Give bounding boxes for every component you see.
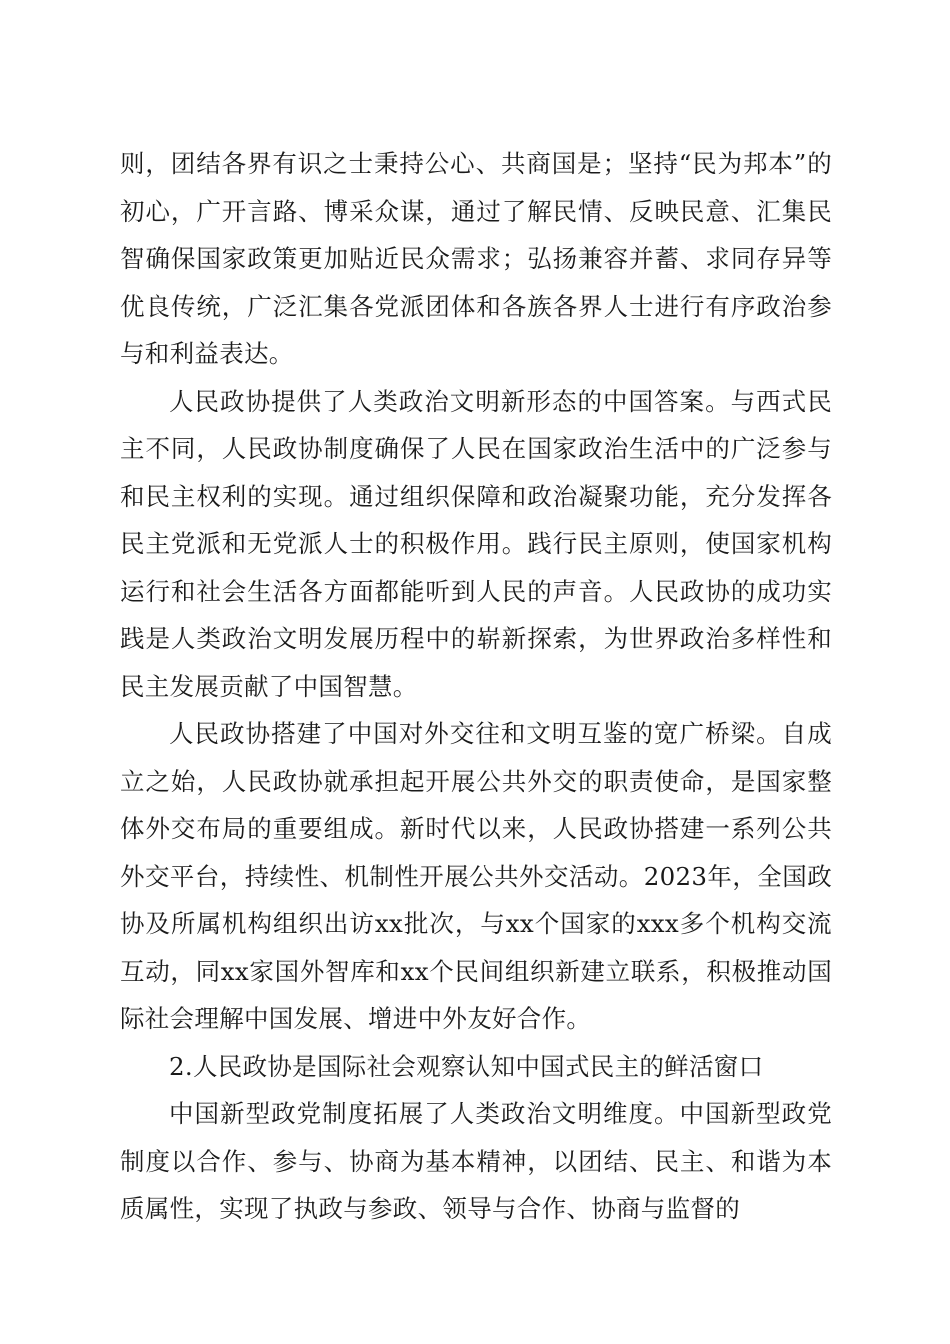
paragraph-foreign-exchange: 人民政协搭建了中国对外交往和文明互鉴的宽广桥梁。自成立之始，人民政协就承担起开展公共外交的职责使命，是国家整体外交布局的重要组成。新时代以来，人民政协搭建一系列公共外交平台，持续性、机制性开展公共外交活动。2023年，全国政协及所属机构组织出访xx批次，与xx个国家的xxx多个机构交流互动，同xx家国外智库和xx个民间组织新建立联系，积极推动国际社会理解中国发展、增进中外友好合作。 [120, 719, 832, 1033]
paragraph-party-system: 中国新型政党制度拓展了人类政治文明维度。中国新型政党制度以合作、参与、协商为基本精神，以团结、民主、和谐为本质属性，实现了执政与参政、领导与合作、协商与监督的 [120, 1099, 832, 1223]
section-heading: 2.人民政协是国际社会观察认知中国式民主的鲜活窗口 [169, 1051, 764, 1081]
paragraph-continued: 则，团结各界有识之士秉持公心、共商国是；坚持“民为邦本”的初心，广开言路、博采众谋，通过了解民情、反映民意、汇集民智确保国家政策更加贴近民众需求；弘扬兼容并蓄、求同存异等优良传统，广泛汇集各党派团体和各族各界人士进行有序政治参与和利益表达。 [120, 149, 832, 368]
paragraph-chinese-answer: 人民政协提供了人类政治文明新形态的中国答案。与西式民主不同，人民政协制度确保了人民在国家政治生活中的广泛参与和民主权利的实现。通过组织保障和政治凝聚功能，充分发挥各民主党派和无党派人士的积极作用。践行民主原则，使国家机构运行和社会生活各方面都能听到人民的声音。人民政协的成功实践是人类政治文明发展历程中的崭新探索，为世界政治多样性和民主发展贡献了中国智慧。 [120, 386, 832, 701]
document-body [120, 140, 832, 1233]
